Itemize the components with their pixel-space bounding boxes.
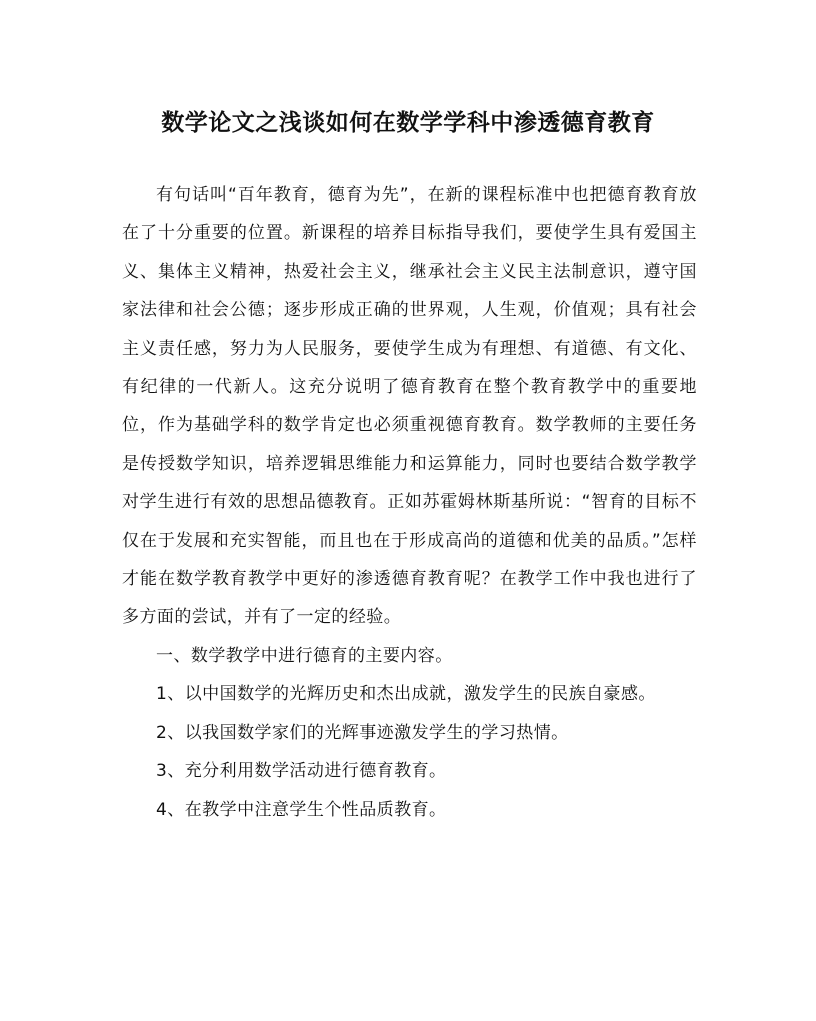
document-body	[122, 176, 697, 829]
list-item: 4、在教学中注意学生个性品质教育。	[156, 799, 447, 820]
section-heading: 一、数学教学中进行德育的主要内容。	[156, 645, 453, 666]
document-title: 数学论文之浅谈如何在数学学科中渗透德育教育	[161, 109, 655, 136]
list-item: 2、以我国数学家们的光辉事迹激发学生的学习热情。	[156, 722, 569, 743]
list-item: 1、以中国数学的光辉历史和杰出成就，激发学生的民族自豪感。	[156, 684, 656, 705]
intro-paragraph: 有句话叫“百年教育，德育为先”，在新的课程标准中也把德育教育放在了十分重要的位置。新课程的培养目标指导我们，要使学生具有爱国主义、集体主义精神，热爱社会主义，继承社会主义民主法制意识，遵守国家法律和社会公德；逐步形成正确的世界观，人生观，价值观；具有社会主义责任感，努力为人民服务，要使学生成为有理想、有道德、有文化、有纪律的一代新人。这充分说明了德育教育在整个教育教学中的重要地位，作为基础学科的数学肯定也必须重视德育教育。数学教师的主要任务是传授数学知识，培养逻辑思维能力和运算能力，同时也要结合数学教学对学生进行有效的思想品德教育。正如苏霍姆林斯基所说：“智育的目标不仅在于发展和充实智能，而且也在于形成高尚的道德和优美的品质。”怎样才能在数学教育教学中更好的渗透德育教育呢？在教学工作中我也进行了多方面的尝试，并有了一定的经验。	[122, 185, 697, 628]
list-item: 3、充分利用数学活动进行德育教育。	[156, 761, 447, 782]
